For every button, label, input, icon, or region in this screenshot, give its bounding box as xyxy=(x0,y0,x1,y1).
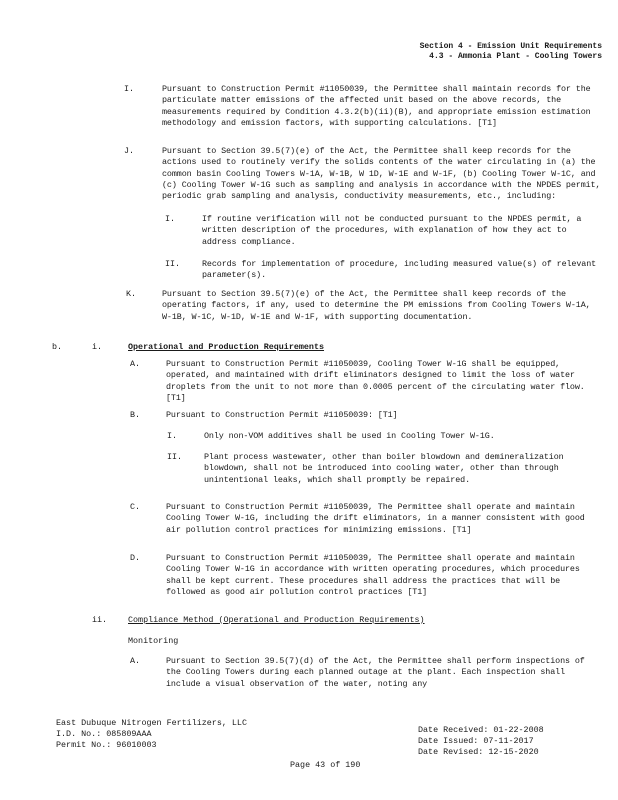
b-i-B-sub2-text: Plant process wastewater, other than boiler blowdown and demineralization blowdown, shall not be introduced into cooling water, other than through unintentional leaks, which shall promptly be repaired. xyxy=(204,452,564,485)
b-i-B-sub1-text: Only non-VOM additives shall be used in Cooling Tower W-1G. xyxy=(204,431,495,441)
item-J-sub1-text: If routine verification will not be conducted pursuant to the NPDES permit, a written description of the procedures, with explanation of how they act to address compliance. xyxy=(202,214,582,247)
b-i-B-label: B. xyxy=(130,410,141,420)
footer-company: East Dubuque Nitrogen Fertilizers, LLC xyxy=(56,718,247,728)
b-i-D-label: D. xyxy=(130,553,141,563)
monitoring-heading: Monitoring xyxy=(128,636,179,646)
b-i-C-label: C. xyxy=(130,502,141,512)
footer-permit-no: Permit No.: 96010003 xyxy=(56,740,157,750)
footer-id-no: I.D. No.: 085809AAA xyxy=(56,729,152,739)
item-J-label: J. xyxy=(124,146,135,156)
b-i-B-text: Pursuant to Construction Permit #11050039: [T1] xyxy=(166,410,398,420)
b-i-B-sub2-label: II. xyxy=(167,452,183,462)
footer-date-received: Date Received: 01-22-2008 xyxy=(418,725,544,735)
section-b-i-title: Operational and Production Requirements xyxy=(128,342,325,352)
b-i-B-sub1-label: I. xyxy=(167,431,178,441)
section-header-line1: Section 4 - Emission Unit Requirements xyxy=(419,42,602,51)
item-J-sub2-label: II. xyxy=(165,259,181,269)
item-I-label: I. xyxy=(124,84,135,94)
b-i-C-text: Pursuant to Construction Permit #11050039, The Permittee shall operate and maintain Cooling Tower W-1G, including the drift eliminators, in a manner consistent with good air pollution control practices for minimizing emissions. [T1] xyxy=(166,502,585,535)
section-header-line2: 4.3 - Ammonia Plant - Cooling Towers xyxy=(429,52,602,61)
section-header xyxy=(420,42,602,62)
section-b-label: b. xyxy=(52,342,63,352)
item-I-text: Pursuant to Construction Permit #11050039, the Permittee shall maintain records for the particulate matter emissions of the affected unit based on the above records, the measurements required by Condition 4.3.2(b)(ii)(B), and appropriate emission estimation methodology and emission factors, with supporting calculations. [T1] xyxy=(162,84,591,128)
b-i-A-label: A. xyxy=(130,359,141,369)
ii-A-text: Pursuant to Section 39.5(7)(d) of the Act, the Permittee shall perform inspections of the Cooling Towers during each planned outage at the plant. Each inspection shall include a visual observation of the water, noting any xyxy=(166,656,585,689)
section-ii-label: ii. xyxy=(92,615,108,625)
b-i-D-text: Pursuant to Construction Permit #11050039, The Permittee shall operate and maintain Cooling Tower W-1G in accordance with written operating procedures, which procedures shall be kept current. These procedures shall address the practices that will be followed as good air pollution control practices [T1] xyxy=(166,553,580,597)
section-ii-title: Compliance Method (Operational and Production Requirements) xyxy=(128,615,425,625)
item-K-text: Pursuant to Section 39.5(7)(e) of the Act, the Permittee shall keep records of the operating factors, if any, used to determine the PM emissions from Cooling Towers W-1A, W-1B, W-1C, W-1D, W-1E and W-1F, with supporting documentation. xyxy=(162,289,591,322)
item-J-text: Pursuant to Section 39.5(7)(e) of the Act, the Permittee shall keep records for the actions used to routinely verify the solids contents of the water circulating in (a) the common basin Cooling Towers W-1A, W-1B, W 1D, W-1E and W-1F, (b) Cooling Tower W-1C, and (c) Cooling Tower W-1G such as sampling and analysis in accordance with the NPDES permit, periodic grab sampling and analysis, conductivity measurements, etc., including: xyxy=(162,146,601,202)
item-J-sub2-text: Records for implementation of procedure, including measured value(s) of relevant parameter(s). xyxy=(202,259,597,281)
item-J-sub1-label: I. xyxy=(165,214,176,224)
section-b-i-label: i. xyxy=(92,342,103,352)
footer-date-revised: Date Revised: 12-15-2020 xyxy=(418,747,539,757)
footer-date-issued: Date Issued: 07-11-2017 xyxy=(418,736,534,746)
page-number: Page 43 of 190 xyxy=(290,760,361,770)
item-K-label: K. xyxy=(126,289,137,299)
ii-A-label: A. xyxy=(130,656,141,666)
b-i-A-text: Pursuant to Construction Permit #11050039, Cooling Tower W-1G shall be equipped, operated, and maintained with drift eliminators designed to limit the loss of water droplets from the unit to not more than 0.0005 percent of the circulating water flow. [T1] xyxy=(166,359,585,403)
